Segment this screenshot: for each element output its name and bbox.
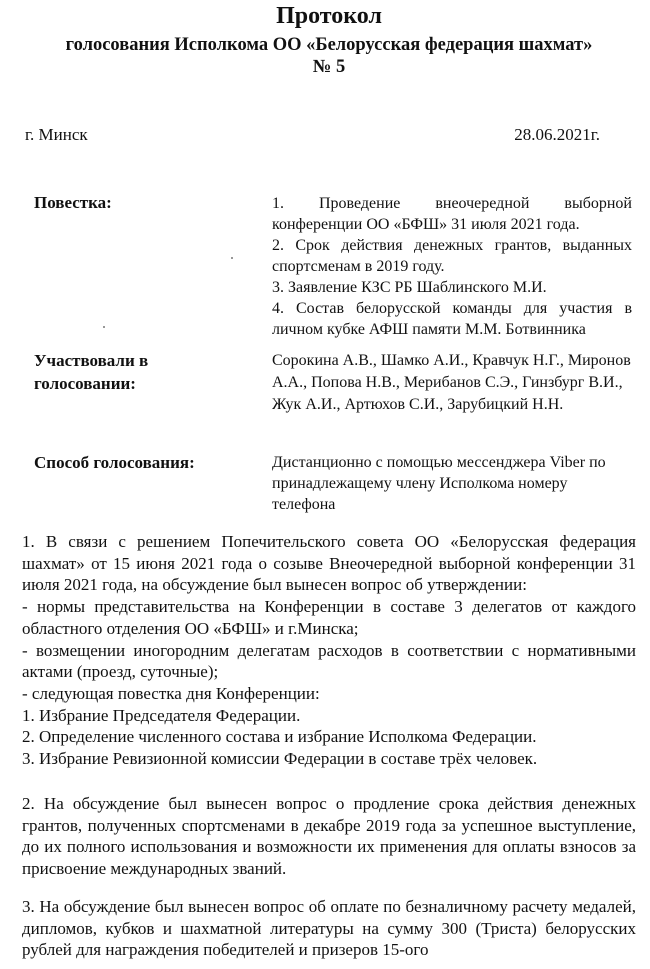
participants-text: Сорокина А.В., Шамко А.И., Кравчук Н.Г., Миронов А.А., Попова Н.В., Мерибанов С.Э., Гинзбург В.И., Жук А.И., Артюхов С.И., Зарубицкий Н.Н.	[272, 352, 631, 413]
agenda-item: 4. Состав белорусской команды для участия в личном кубке АФШ памяти М.М. Ботвинника	[272, 300, 632, 338]
date: 28.06.2021г.	[514, 125, 600, 144]
document-subtitle: голосования Исполкома ОО «Белорусская федерация шахмат»	[65, 35, 593, 55]
method-label: Способ голосования:	[34, 453, 195, 472]
section-1-paragraph: - нормы представительства на Конференции в составе 3 делегатов от каждого областного отделения ОО «БФШ» и г.Минска;	[22, 597, 636, 638]
scan-speck	[231, 257, 233, 259]
agenda-item: 1. Проведение внеочередной выборной конференции ОО «БФШ» 31 июля 2021 года.	[272, 195, 632, 233]
participants-list	[272, 350, 632, 416]
agenda-item: 2. Срок действия денежных грантов, выданных спортсменам в 2019 году.	[272, 237, 632, 275]
section-1-paragraph: 2. Определение численного состава и избрание Исполкома Федерации.	[22, 727, 537, 747]
section-1-paragraph: - возмещении иногородним делегатам расходов в соответствии с нормативными актами (проезд, суточные);	[22, 640, 636, 682]
section-1-paragraph: 1. Избрание Председателя Федерации.	[22, 705, 301, 725]
section-1-paragraph: 1. В связи с решением Попечительского совета ОО «Белорусская федерация шахмат» от 15 июня 2021 года о созыве Внеочередной выборной конференции 31 июля 2021 года, на обсуждение был вынесен вопрос об утверждении:	[22, 532, 636, 595]
section-1	[22, 531, 636, 770]
section-3-text: 3. На обсуждение был вынесен вопрос об оплате по безналичному расчету медалей, дипломов, кубков и шахматной литературы на сумму 300 (Триста) белорусских рублей для награждения победителей и призеров 15-ого	[22, 897, 636, 960]
protocol-number: № 5	[312, 57, 346, 77]
method-block	[272, 452, 632, 515]
agenda-label: Повестка:	[34, 193, 112, 212]
section-1-paragraph: - следующая повестка дня Конференции:	[22, 683, 320, 703]
city: г. Минск	[25, 125, 88, 144]
participants-label: Участвовали в голосовании:	[34, 351, 149, 393]
scan-speck	[103, 326, 105, 328]
section-3	[22, 896, 636, 961]
section-2	[22, 793, 636, 880]
agenda-list	[272, 193, 632, 340]
section-2-text: 2. На обсуждение был вынесен вопрос о продление срока действия денежных грантов, полученных спортсменами в декабре 2019 года за успешное выступление, до их полного использования и возможности их применения для оплаты взносов за присвоение международных званий.	[22, 794, 636, 879]
agenda-item: 3. Заявление КЗС РБ Шаблинского М.И.	[272, 279, 547, 296]
section-1-paragraph: 3. Избрание Ревизионной комиссии Федерации в составе трёх человек.	[22, 749, 538, 769]
document-title: Протокол	[276, 3, 382, 29]
method-text: Дистанционно с помощью мессенджера Viber по принадлежащему члену Исполкома номеру телефона	[272, 454, 606, 513]
